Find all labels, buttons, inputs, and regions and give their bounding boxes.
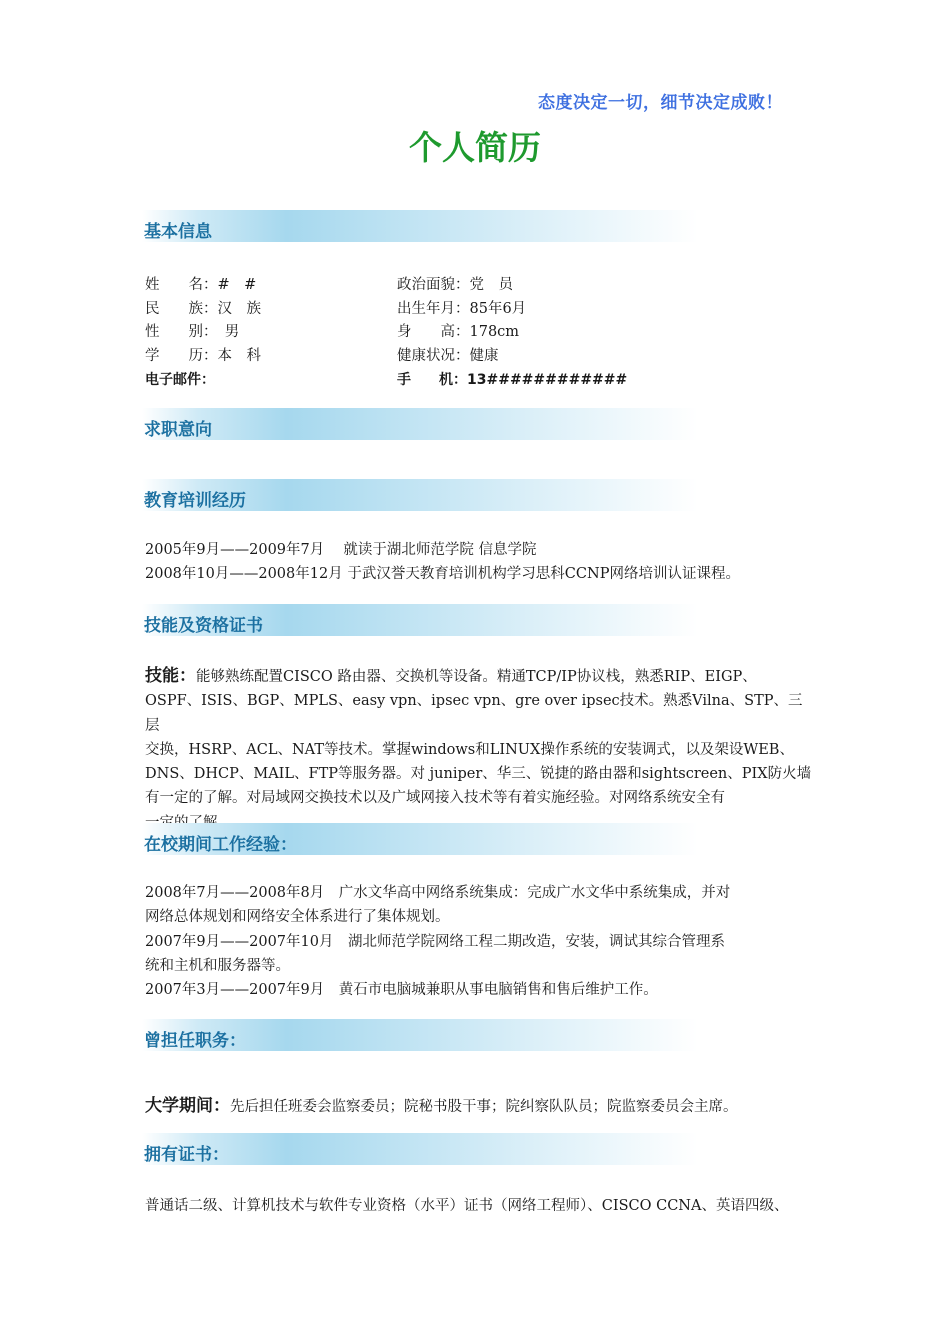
section-title: 求职意向 <box>144 420 212 440</box>
section-title: 基本信息 <box>144 222 212 242</box>
motto: 态度决定一切，细节决定成败！ <box>538 93 783 113</box>
section-title: 曾担任职务： <box>144 1031 246 1051</box>
section-header-work <box>142 823 698 855</box>
skills-paragraph <box>145 664 813 835</box>
section-title: 在校期间工作经验： <box>144 835 297 855</box>
info-political: 政治面貌：党 员 <box>397 277 513 293</box>
work-paragraph <box>145 881 813 1002</box>
skills-line: 交换，HSRP、ACL、NAT等技术。掌握windows和LINUX操作系统的安装调式，以及架设WEB、 <box>145 741 794 758</box>
info-name: 姓 名：# # <box>145 277 257 293</box>
info-phone: 手 机：13############ <box>397 372 628 388</box>
work-line: 网络总体规划和网络安全体系进行了集体规划。 <box>145 909 450 926</box>
section-header-positions <box>142 1019 698 1051</box>
info-education: 学 历：本 科 <box>145 348 261 364</box>
skills-label: 技能： <box>145 666 196 686</box>
info-gender: 性 别： 男 <box>145 324 240 340</box>
section-title: 拥有证书： <box>144 1145 229 1165</box>
skills-line: 能够熟练配置CISCO 路由器、交换机等设备。精通TCP/IP协议栈，熟悉RIP、EIGP、 <box>196 669 757 685</box>
work-line: 2007年3月——2007年9月 黄石市电脑城兼职从事电脑销售和售后维护工作。 <box>145 982 658 999</box>
page-title: 个人简历 <box>409 128 541 167</box>
section-header-certs <box>142 1133 698 1165</box>
education-line: 2005年9月——2009年7月 就读于湖北师范学院 信息学院 <box>145 542 537 558</box>
certs-text: 普通话二级、计算机技术与软件专业资格（水平）证书（网络工程师）、CISCO CCNA、英语四级、 <box>145 1198 789 1214</box>
work-line: 统和主机和服务器等。 <box>145 957 290 974</box>
positions-text: 先后担任班委会监察委员；院秘书股干事；院纠察队队员；院监察委员会主席。 <box>230 1099 738 1115</box>
info-height: 身 高：178cm <box>397 324 520 340</box>
positions-label: 大学期间： <box>145 1096 230 1116</box>
section-title: 教育培训经历 <box>144 491 246 511</box>
skills-line: 有一定的了解。对局域网交换技术以及广域网接入技术等有着实施经验。对网络系统安全有 <box>145 790 725 807</box>
positions-paragraph <box>145 1094 813 1119</box>
section-header-skills <box>142 604 698 636</box>
skills-line: DNS、DHCP、MAIL、FTP等服务器。对 juniper、华三、锐捷的路由器和sightscreen、PIX防火墙 <box>145 766 812 783</box>
info-health: 健康状况：健康 <box>397 348 499 364</box>
info-birth: 出生年月：85年6月 <box>397 301 527 317</box>
skills-line: OSPF、ISIS、BGP、MPLS、easy vpn、ipsec vpn、gre over ipsec技术。熟悉Vilna、STP、三层 <box>145 693 803 734</box>
info-ethnicity: 民 族：汉 族 <box>145 301 261 317</box>
education-line: 2008年10月——2008年12月 于武汉誉天教育培训机构学习思科CCNP网络培训认证课程。 <box>145 566 740 582</box>
section-title: 技能及资格证书 <box>144 616 263 636</box>
section-header-basic <box>142 210 698 242</box>
work-line: 2007年9月——2007年10月 湖北师范学院网络工程二期改造，安装，调试其综合管理系 <box>145 933 725 950</box>
info-email: 电子邮件： <box>145 372 215 388</box>
section-header-intent <box>142 408 698 440</box>
work-line: 2008年7月——2008年8月 广水文华高中网络系统集成：完成广水文华中系统集成，并对 <box>145 885 731 901</box>
section-header-education <box>142 479 698 511</box>
